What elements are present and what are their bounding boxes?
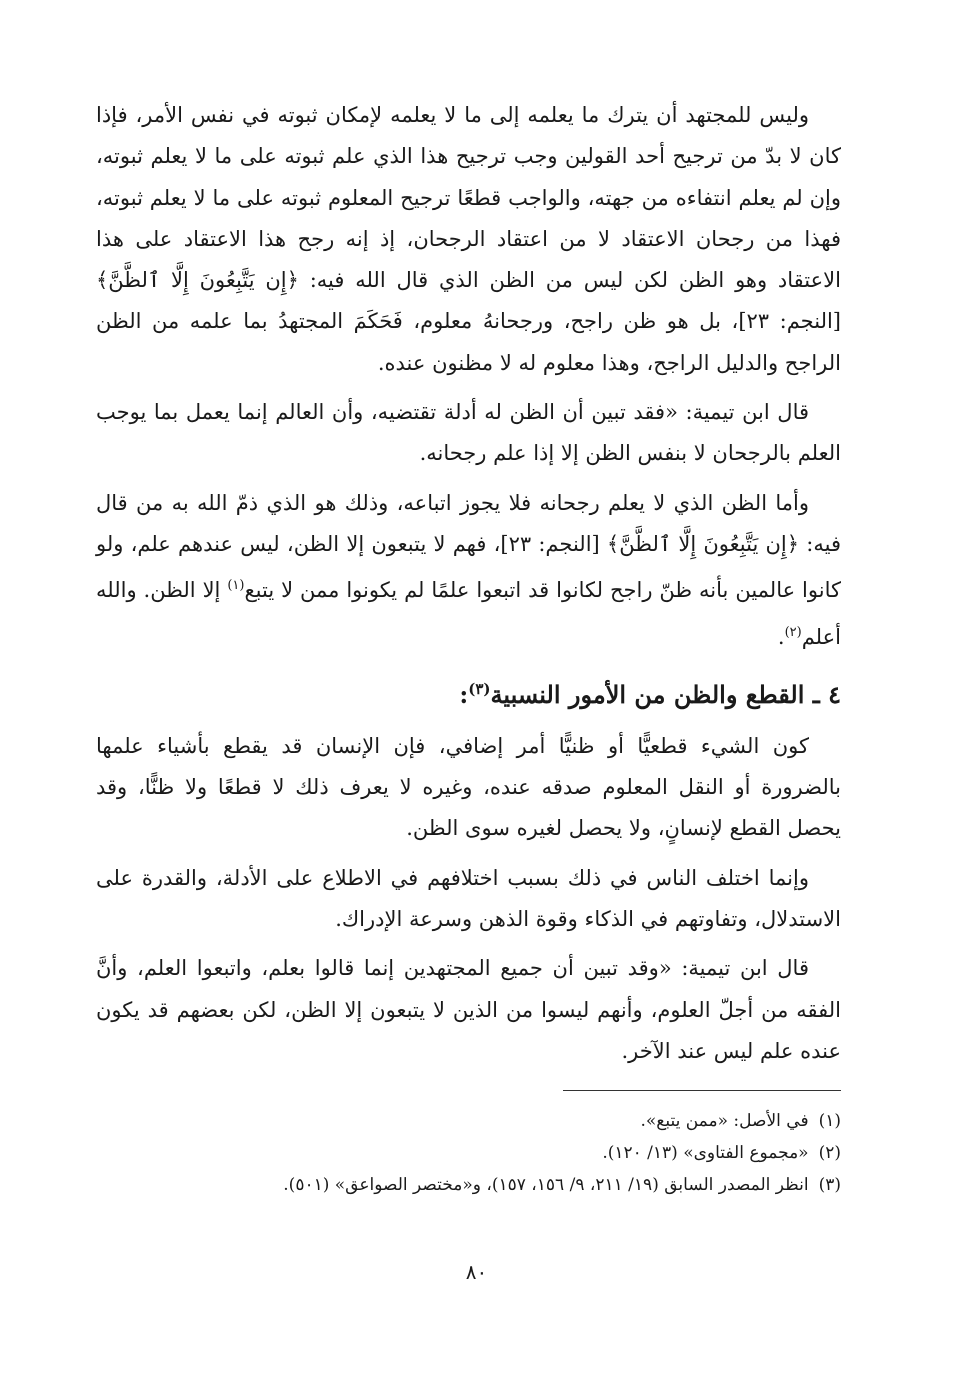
footnote-marker-2[interactable]: (٢) [784, 624, 802, 640]
footnote-3 [96, 1169, 841, 1201]
footnote-marker-1[interactable]: (١) [227, 578, 245, 594]
page-number: ٨٠ [465, 1260, 488, 1284]
paragraph-2: قال ابن تيمية: «فقد تبين أن الظن له أدلة تقتضيه، وأن العالم إنما يعمل بما يوجب العلم بالرجحان لا بنفس الظن إلا إذا علم رجحانه. [96, 400, 841, 466]
paragraph-4: كون الشيء قطعيًّا أو ظنيًّا أمر إضافي، فإن الإنسان قد يقطع بأشياء علمها بالضرورة أو النقل المعلوم صدقه عنده، وغيره لا يعرف ذلك لا قطعًا ولا ظنًّا، وقد يحصل القطع لإنسانٍ، ولا يحصل لغيره سوى الظن. [96, 733, 841, 841]
footnote-text: في الأصل: «ممن يتبع». [640, 1111, 809, 1132]
footnote-text: «مجموع الفتاوى» (١٣/ ١٢٠). [602, 1143, 809, 1164]
section-heading-text: ٤ ـ القطع والظن من الأمور النسبية [490, 679, 841, 709]
paragraph-5: وإنما اختلف الناس في ذلك بسبب اختلافهم في الاطلاع على الأدلة، والقدرة على الاستدلال، وتفاوتهم في الذكاء وقوة الذهن وسرعة الإدراك. [96, 865, 841, 932]
footnote-number: (٢) [818, 1143, 841, 1164]
paragraph-6: قال ابن تيمية: «وقد تبين أن جميع المجتهدين إنما قالوا بعلم، واتبعوا العلم، وأنَّ الفقه من أجلّ العلوم، وأنهم ليسوا من الذين لا يتبعون إلا الظن، لكن بعضهم قد يكون عنده علم ليس عند الآخر. [96, 956, 841, 1063]
footnote-number: (٣) [818, 1175, 841, 1196]
page-body [96, 95, 841, 1201]
paragraph-3-text: وأما الظن الذي لا يعلم رجحانه فلا يجوز اتباعه، وذلك هو الذي ذمّ الله به من قال فيه: ﴿إِن يَتَّبِعُونَ إِلَّا ٱلظَّنَّ﴾ [النجم: ٢٣]، فهم لا يتبعون إلا الظن، ليس عندهم علم، ولو كانوا عالمين بأنه ظنّ راجح لكانوا قد اتبعوا علمًا لم يكونوا ممن لا يتبع [96, 490, 841, 603]
footnote-text: انظر المصدر السابق (١٩/ ٢١١، ٩/ ١٥٦، ١٥٧)، و«مختصر الصواعق» (٥٠١). [283, 1175, 809, 1196]
section-heading-colon: : [459, 679, 469, 709]
footnote-marker-3[interactable]: (٣) [468, 679, 491, 698]
paragraph-3: وأما الظن الذي لا يعلم رجحانه فلا يجوز اتباعه، وذلك هو الذي ذمّ الله به من قال فيه: ﴿إِن يَتَّبِعُونَ إِلَّا ٱلظَّنَّ﴾ [النجم: ٢٣]، فهم لا يتبعون إلا الظن، ليس عندهم علم، ولو كانوا عالمين بأنه ظنّ راجح لكانوا قد اتبعوا علمًا لم يكونوا ممن لا يتبع$^{(١)}$ إلا الظن. والله أعلم$^{(٢)}$. [96, 490, 841, 649]
paragraph-1: وليس للمجتهد أن يترك ما يعلمه إلى ما لا يعلمه لإمكان ثبوته في نفس الأمر، فإذا كان لا بدّ من ترجيح أحد القولين وجب ترجيح هذا الذي علم ثبوته على ما لا يعلم ثبوته، وإن لم يعلم انتفاءه من جهته، والواجب قطعًا ترجيح المعلوم ثبوته على ما لا يعلم ثبوته، فهذا من رجحان الاعتقاد لا من اعتقاد الرجحان، إذ إنه رجح هذا الاعتقاد على هذا الاعتقاد وهو الظن لكن ليس من الظن الذي قال الله فيه: ﴿إِن يَتَّبِعُونَ إِلَّا ٱلظَّنَّ﴾ [النجم: ٢٣]، بل هو ظن راجح، ورجحانهُ معلوم، فَحَكَمَ المجتهدُ بما علمه من الظن الراجح والدليل الراجح، وهذا معلوم له لا مظنون عنده. [96, 103, 841, 375]
footnote-divider [563, 1090, 841, 1091]
section-heading [96, 666, 841, 718]
paragraph-3-end: إلا الظن. والله أعلم [96, 578, 841, 649]
footnotes [96, 1105, 841, 1201]
footnote-1 [96, 1105, 841, 1137]
footnote-2 [96, 1137, 841, 1169]
footnote-number: (١) [818, 1111, 841, 1132]
